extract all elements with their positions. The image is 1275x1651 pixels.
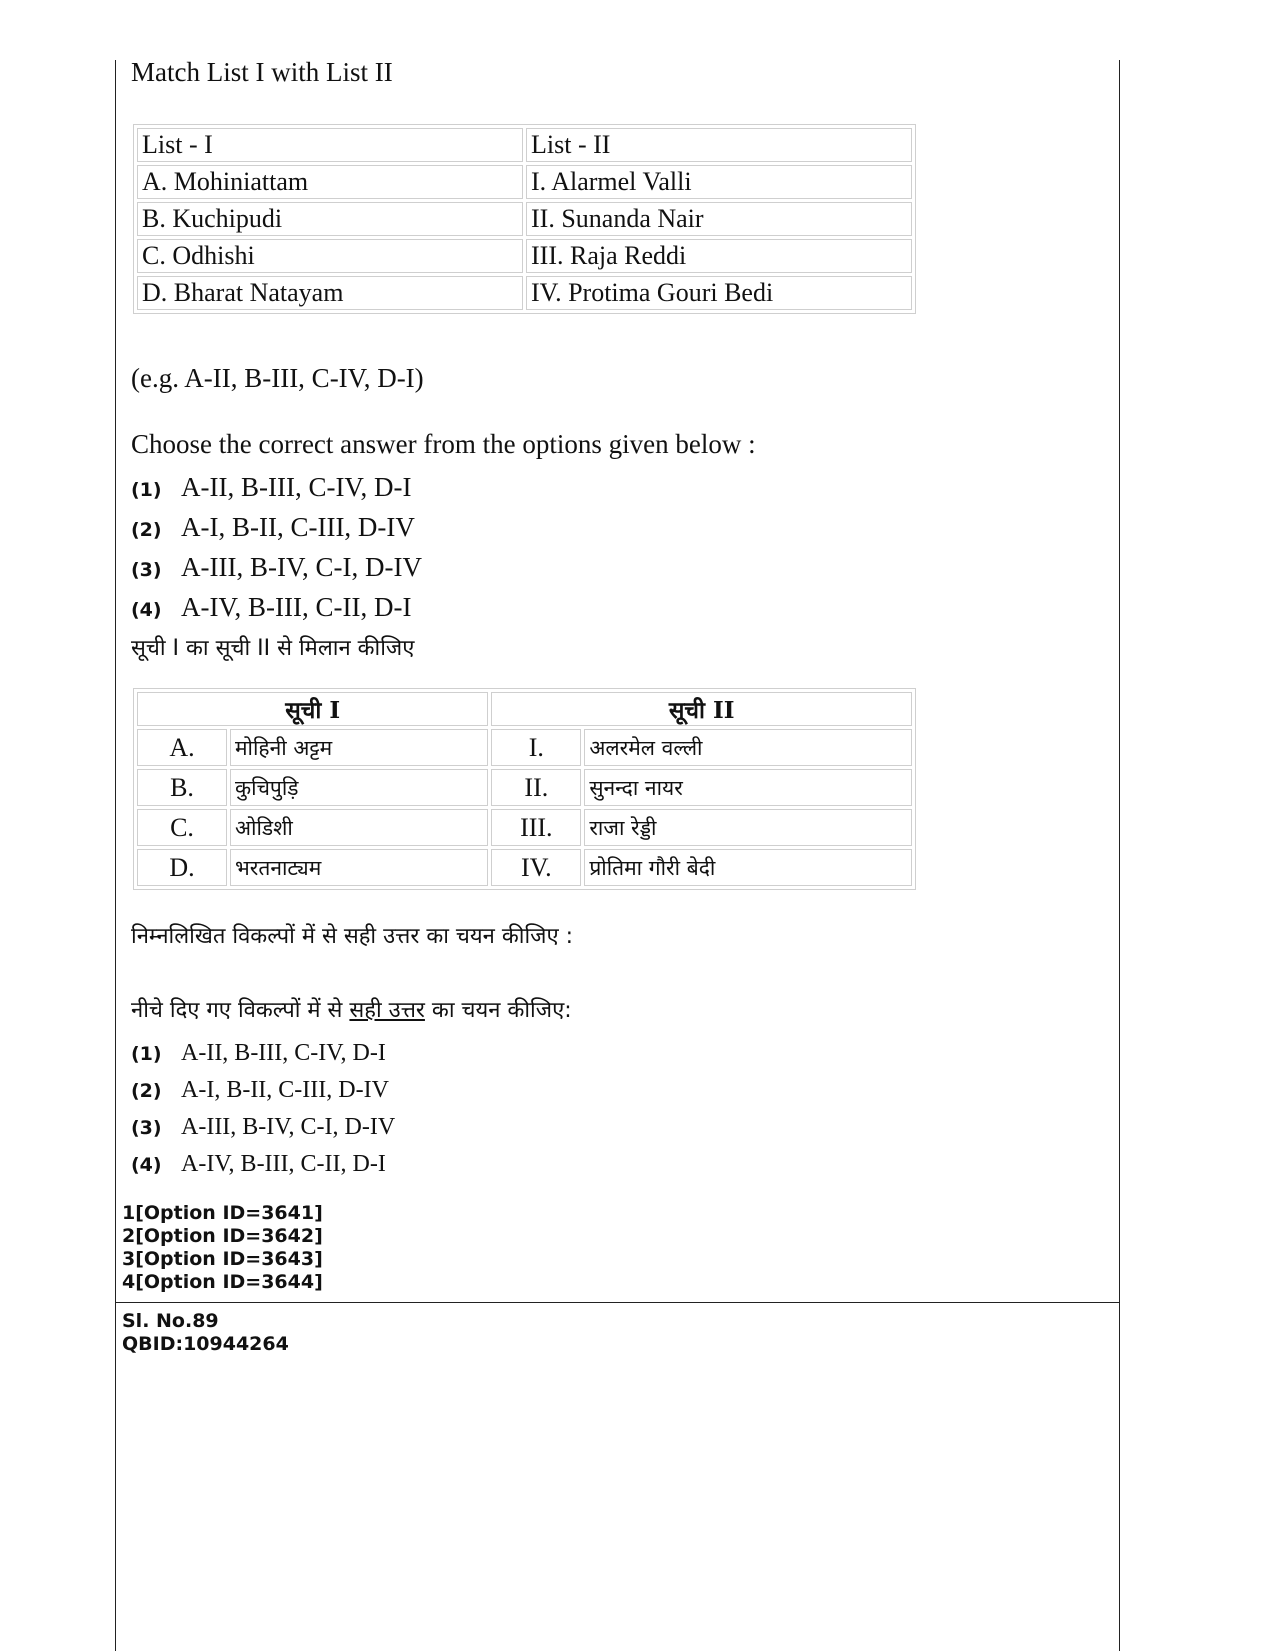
option-text: A-III, B-IV, C-I, D-IV xyxy=(181,1114,396,1140)
table-cell: C. Odhishi xyxy=(137,239,523,273)
match-table-en xyxy=(133,124,916,314)
qbid: QBID:10944264 xyxy=(122,1333,289,1355)
option-text: A-IV, B-III, C-II, D-I xyxy=(181,1151,386,1177)
table-cell: B. Kuchipudi xyxy=(137,202,523,236)
table-cell: D. Bharat Natayam xyxy=(137,276,523,310)
right-border-line xyxy=(1119,60,1120,1651)
table-row xyxy=(137,165,912,199)
option-number: (1) xyxy=(131,1043,162,1065)
option-number: (3) xyxy=(131,1117,162,1139)
table-row xyxy=(137,276,912,310)
option-en-2 xyxy=(131,512,415,543)
table-cell: कुचिपुड़ि xyxy=(230,769,488,806)
option-number: (2) xyxy=(131,519,162,541)
table-cell: B. xyxy=(137,769,227,806)
option-en-1 xyxy=(131,472,411,503)
table-cell: IV. xyxy=(491,849,581,886)
option-text: A-IV, B-III, C-II, D-I xyxy=(181,592,412,622)
table-header-cell: List - II xyxy=(526,128,912,162)
option-id: 1[Option ID=3641] xyxy=(122,1202,323,1224)
option-number: (2) xyxy=(131,1080,162,1102)
instruction-underlined-text: सही उत्तर xyxy=(349,998,425,1023)
question-prompt-en: Match List I with List II xyxy=(131,57,393,87)
option-text: A-II, B-III, C-IV, D-I xyxy=(181,1040,386,1066)
match-table-hi xyxy=(133,688,916,890)
table-cell: अलरमेल वल्ली xyxy=(584,729,912,766)
option-id: 4[Option ID=3644] xyxy=(122,1271,323,1293)
table-row xyxy=(137,202,912,236)
table-cell: A. Mohiniattam xyxy=(137,165,523,199)
table-cell: राजा रेड्डी xyxy=(584,809,912,846)
choose-instruction-hi-2 xyxy=(131,996,572,1026)
table-cell: मोहिनी अट्टम xyxy=(230,729,488,766)
option-number: (4) xyxy=(131,599,162,621)
instruction-text: नीचे दिए गए विकल्पों में से xyxy=(131,998,350,1023)
option-number: (3) xyxy=(131,559,162,581)
option-number: (4) xyxy=(131,1154,162,1176)
table-header-cell: List - I xyxy=(137,128,523,162)
table-header-row xyxy=(137,692,912,726)
example-text-en: (e.g. A-II, B-III, C-IV, D-I) xyxy=(131,363,424,393)
serial-number: Sl. No.89 xyxy=(122,1310,219,1332)
option-hi-4 xyxy=(131,1151,386,1178)
section-divider xyxy=(115,1302,1120,1303)
instruction-text: का चयन कीजिए: xyxy=(424,998,572,1023)
option-id: 3[Option ID=3643] xyxy=(122,1248,323,1270)
table-row xyxy=(137,239,912,273)
table-row xyxy=(137,809,912,846)
table-cell: A. xyxy=(137,729,227,766)
table-cell: C. xyxy=(137,809,227,846)
option-en-3 xyxy=(131,552,422,583)
table-row xyxy=(137,769,912,806)
table-cell: सुनन्दा नायर xyxy=(584,769,912,806)
option-hi-3 xyxy=(131,1114,395,1141)
next-question-header xyxy=(122,1310,289,1356)
table-cell: II. Sunanda Nair xyxy=(526,202,912,236)
table-cell: भरतनाट्यम xyxy=(230,849,488,886)
question-prompt-hi: सूची I का सूची II से मिलान कीजिए xyxy=(131,636,415,661)
option-hi-1 xyxy=(131,1040,386,1067)
table-row xyxy=(137,849,912,886)
table-cell: III. xyxy=(491,809,581,846)
option-number: (1) xyxy=(131,479,162,501)
choose-instruction-hi-1: निम्नलिखित विकल्पों में से सही उत्तर का चयन कीजिए : xyxy=(131,924,574,949)
option-text: A-III, B-IV, C-I, D-IV xyxy=(181,552,422,582)
table-cell: II. xyxy=(491,769,581,806)
table-header-cell: सूची II xyxy=(491,692,912,726)
option-text: A-I, B-II, C-III, D-IV xyxy=(181,512,415,542)
table-cell: IV. Protima Gouri Bedi xyxy=(526,276,912,310)
option-text: A-I, B-II, C-III, D-IV xyxy=(181,1077,389,1103)
table-row xyxy=(137,729,912,766)
option-text: A-II, B-III, C-IV, D-I xyxy=(181,472,412,502)
table-header-cell: सूची I xyxy=(137,692,488,726)
option-hi-2 xyxy=(131,1077,389,1104)
table-cell: III. Raja Reddi xyxy=(526,239,912,273)
table-cell: I. Alarmel Valli xyxy=(526,165,912,199)
table-cell: D. xyxy=(137,849,227,886)
left-border-line xyxy=(115,60,116,1651)
table-cell: प्रोतिमा गौरी बेदी xyxy=(584,849,912,886)
table-cell: ओडिशी xyxy=(230,809,488,846)
table-cell: I. xyxy=(491,729,581,766)
option-en-4 xyxy=(131,592,411,623)
option-id: 2[Option ID=3642] xyxy=(122,1225,323,1247)
choose-instruction-en: Choose the correct answer from the options given below : xyxy=(131,429,756,459)
option-id-list xyxy=(122,1202,323,1294)
table-header-row xyxy=(137,128,912,162)
